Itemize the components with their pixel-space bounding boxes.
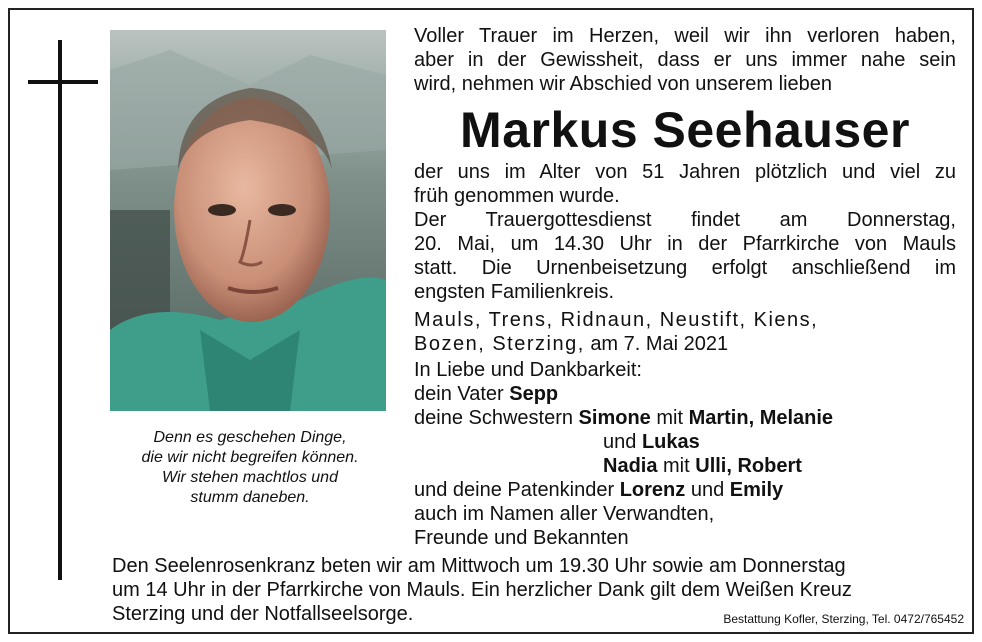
quote-block [100,428,400,508]
age-line: der uns im Alter von 51 Jahren plötzlich und viel zu [414,161,956,183]
partner-names: Martin, Melanie [688,407,834,429]
family-sister-child: und Lukas [603,431,700,453]
father-name: Sepp [509,383,559,405]
rosary-line: Den Seelenrosenkranz beten wir am Mittwoch um 19.30 Uhr sowie am Donnerstag [112,555,846,577]
family-friends: Freunde und Bekannten [414,527,629,549]
family-sisters: deine Schwestern Simone mit Martin, Melanie [414,407,834,429]
quote-line: die wir nicht begreifen können. [141,449,359,466]
family-godchildren: und deine Patenkinder Lorenz und Emily [414,479,784,501]
quote-line: stumm daneben. [190,489,310,506]
age-line: früh genommen wurde. [414,185,620,207]
cross-icon [58,40,62,580]
sister-name: Simone [578,407,651,429]
family-relatives: auch im Namen aller Verwandten, [414,503,715,525]
service-line: statt. Die Urnenbeisetzung erfolgt anschließend im [414,257,956,279]
rosary-line: um 14 Uhr in der Pfarrkirche von Mauls. Ein herzlicher Dank gilt dem Weißen Kreuz [112,579,852,601]
portrait-photo [110,30,386,411]
places-line: Mauls, Trens, Ridnaun, Neustift, Kiens, [414,309,819,331]
rosary-line: Sterzing und der Notfallseelsorge. [112,603,414,625]
godchild-name: Emily [729,479,784,501]
service-line: engsten Familienkreis. [414,281,615,303]
service-line: 20. Mai, um 14.30 Uhr in der Pfarrkirche von Mauls [414,233,956,255]
intro-line: aber in der Gewissheit, dass er uns immer nahe sein [414,49,956,71]
deceased-name: Markus Seehauser [460,102,910,158]
date-text: am 7. Mai 2021 [590,333,729,355]
family-opening: In Liebe und Dankbarkeit: [414,359,642,381]
godchild-name: Lorenz [619,479,686,501]
partner-names: Ulli, Robert [695,455,802,477]
sister-name: Nadia [603,455,658,477]
child-name: Lukas [641,431,700,453]
funeral-home-credit: Bestattung Kofler, Sterzing, Tel. 0472/765452 [723,612,964,626]
main-text [414,24,956,550]
family-father: dein Vater Sepp [414,383,559,405]
quote-line: Denn es geschehen Dinge, [153,429,347,446]
cross-icon-bar [28,80,98,84]
quote-line: Wir stehen machtlos und [162,469,338,486]
family-sister2: Nadia mit Ulli, Robert [603,455,802,477]
intro-line: Voller Trauer im Herzen, weil wir ihn verloren haben, [414,25,956,47]
intro-line: wird, nehmen wir Abschied von unserem lieben [414,73,832,95]
places-line: Bozen, Sterzing, [414,333,585,355]
service-line: Der Trauergottesdienst findet am Donnerstag, [414,209,956,231]
